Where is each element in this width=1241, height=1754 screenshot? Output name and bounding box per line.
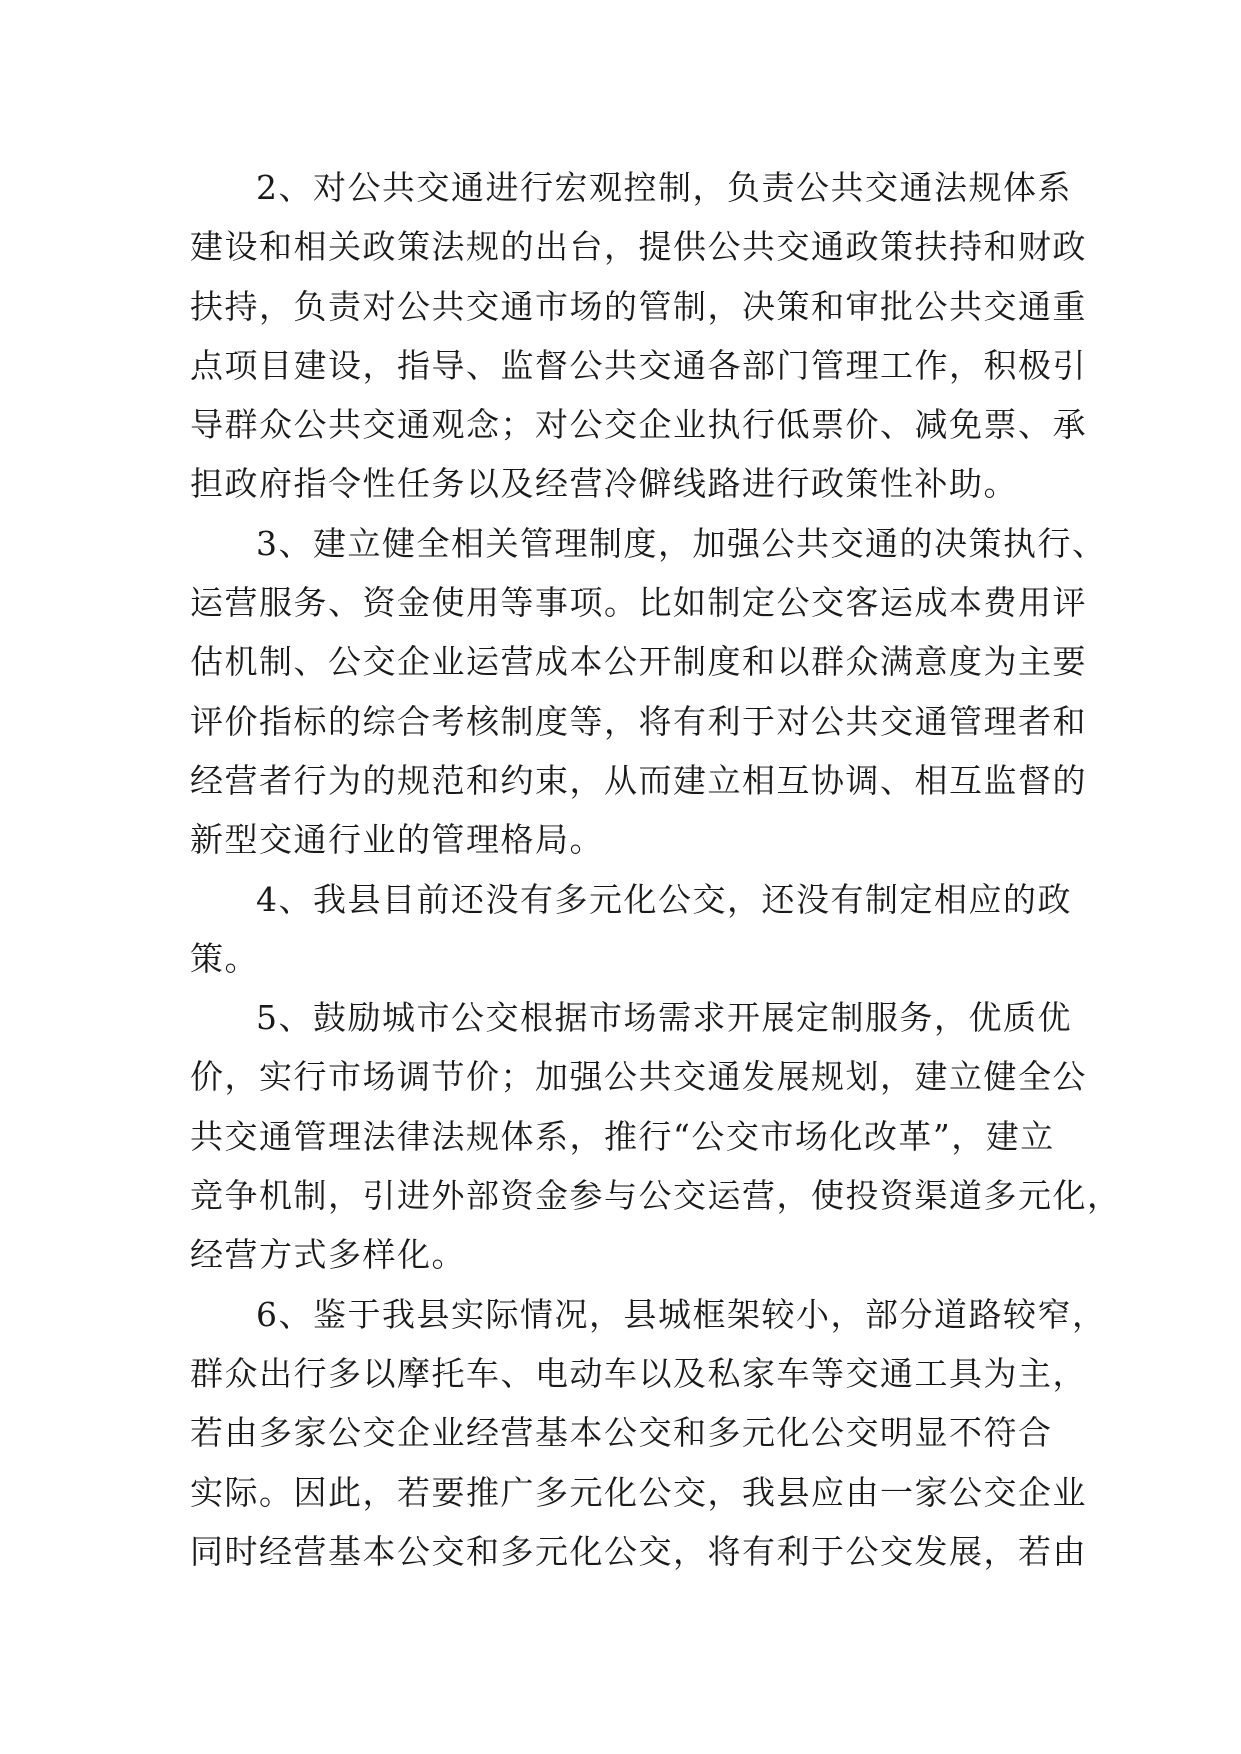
text-line: 评价指标的综合考核制度等，将有利于对公共交通管理者和 [190, 701, 1087, 741]
text-line: 估机制、公交企业运营成本公开制度和以群众满意度为主要 [190, 642, 1087, 682]
text-line: 若由多家公交企业经营基本公交和多元化公交明显不符合 [190, 1413, 1053, 1453]
text-line: 3、建立健全相关管理制度，加强公共交通的决策执行、 [256, 523, 1107, 563]
text-line: 扶持，负责对公共交通市场的管制，决策和审批公共交通重 [190, 286, 1087, 326]
text-line: 策。 [190, 938, 259, 978]
paragraph-3 [190, 514, 1107, 870]
text-line: 经营者行为的规范和约束，从而建立相互协调、相互监督的 [190, 760, 1087, 800]
text-line: 点项目建设，指导、监督公共交通各部门管理工作，积极引 [190, 345, 1087, 385]
paragraph-6 [190, 1285, 1107, 1581]
text-line: 担政府指令性任务以及经营冷僻线路进行政策性补助。 [190, 464, 1018, 504]
text-line: 新型交通行业的管理格局。 [190, 820, 604, 860]
text-line: 运营服务、资金使用等事项。比如制定公交客运成本费用评 [190, 583, 1087, 623]
text-line: 竞争机制，引进外部资金参与公交运营，使投资渠道多元化， [190, 1176, 1122, 1216]
text-line: 实际。因此，若要推广多元化公交，我县应由一家公交企业 [190, 1472, 1087, 1512]
paragraph-4 [190, 870, 1072, 989]
text-line: 共交通管理法律法规体系，推行“公交市场化改革”，建立 [190, 1116, 1055, 1156]
paragraph-2 [190, 158, 1087, 514]
text-line: 价，实行市场调节价；加强公共交通发展规划，建立健全公 [190, 1057, 1087, 1097]
document-body [190, 158, 1122, 1581]
text-line: 经营方式多样化。 [190, 1235, 466, 1275]
text-line: 建设和相关政策法规的出台，提供公共交通政策扶持和财政 [190, 227, 1087, 267]
text-line: 导群众公共交通观念；对公交企业执行低票价、减免票、承 [190, 405, 1087, 445]
text-line: 群众出行多以摩托车、电动车以及私家车等交通工具为主， [190, 1353, 1087, 1393]
text-line: 同时经营基本公交和多元化公交，将有利于公交发展，若由 [190, 1531, 1087, 1571]
text-line: 5、鼓励城市公交根据市场需求开展定制服务，优质优 [256, 998, 1072, 1038]
text-line: 4、我县目前还没有多元化公交，还没有制定相应的政 [256, 879, 1072, 919]
text-line: 6、鉴于我县实际情况，县城框架较小，部分道路较窄， [256, 1294, 1107, 1334]
paragraph-5 [190, 988, 1122, 1284]
text-line: 2、对公共交通进行宏观控制，负责公共交通法规体系 [256, 168, 1072, 207]
